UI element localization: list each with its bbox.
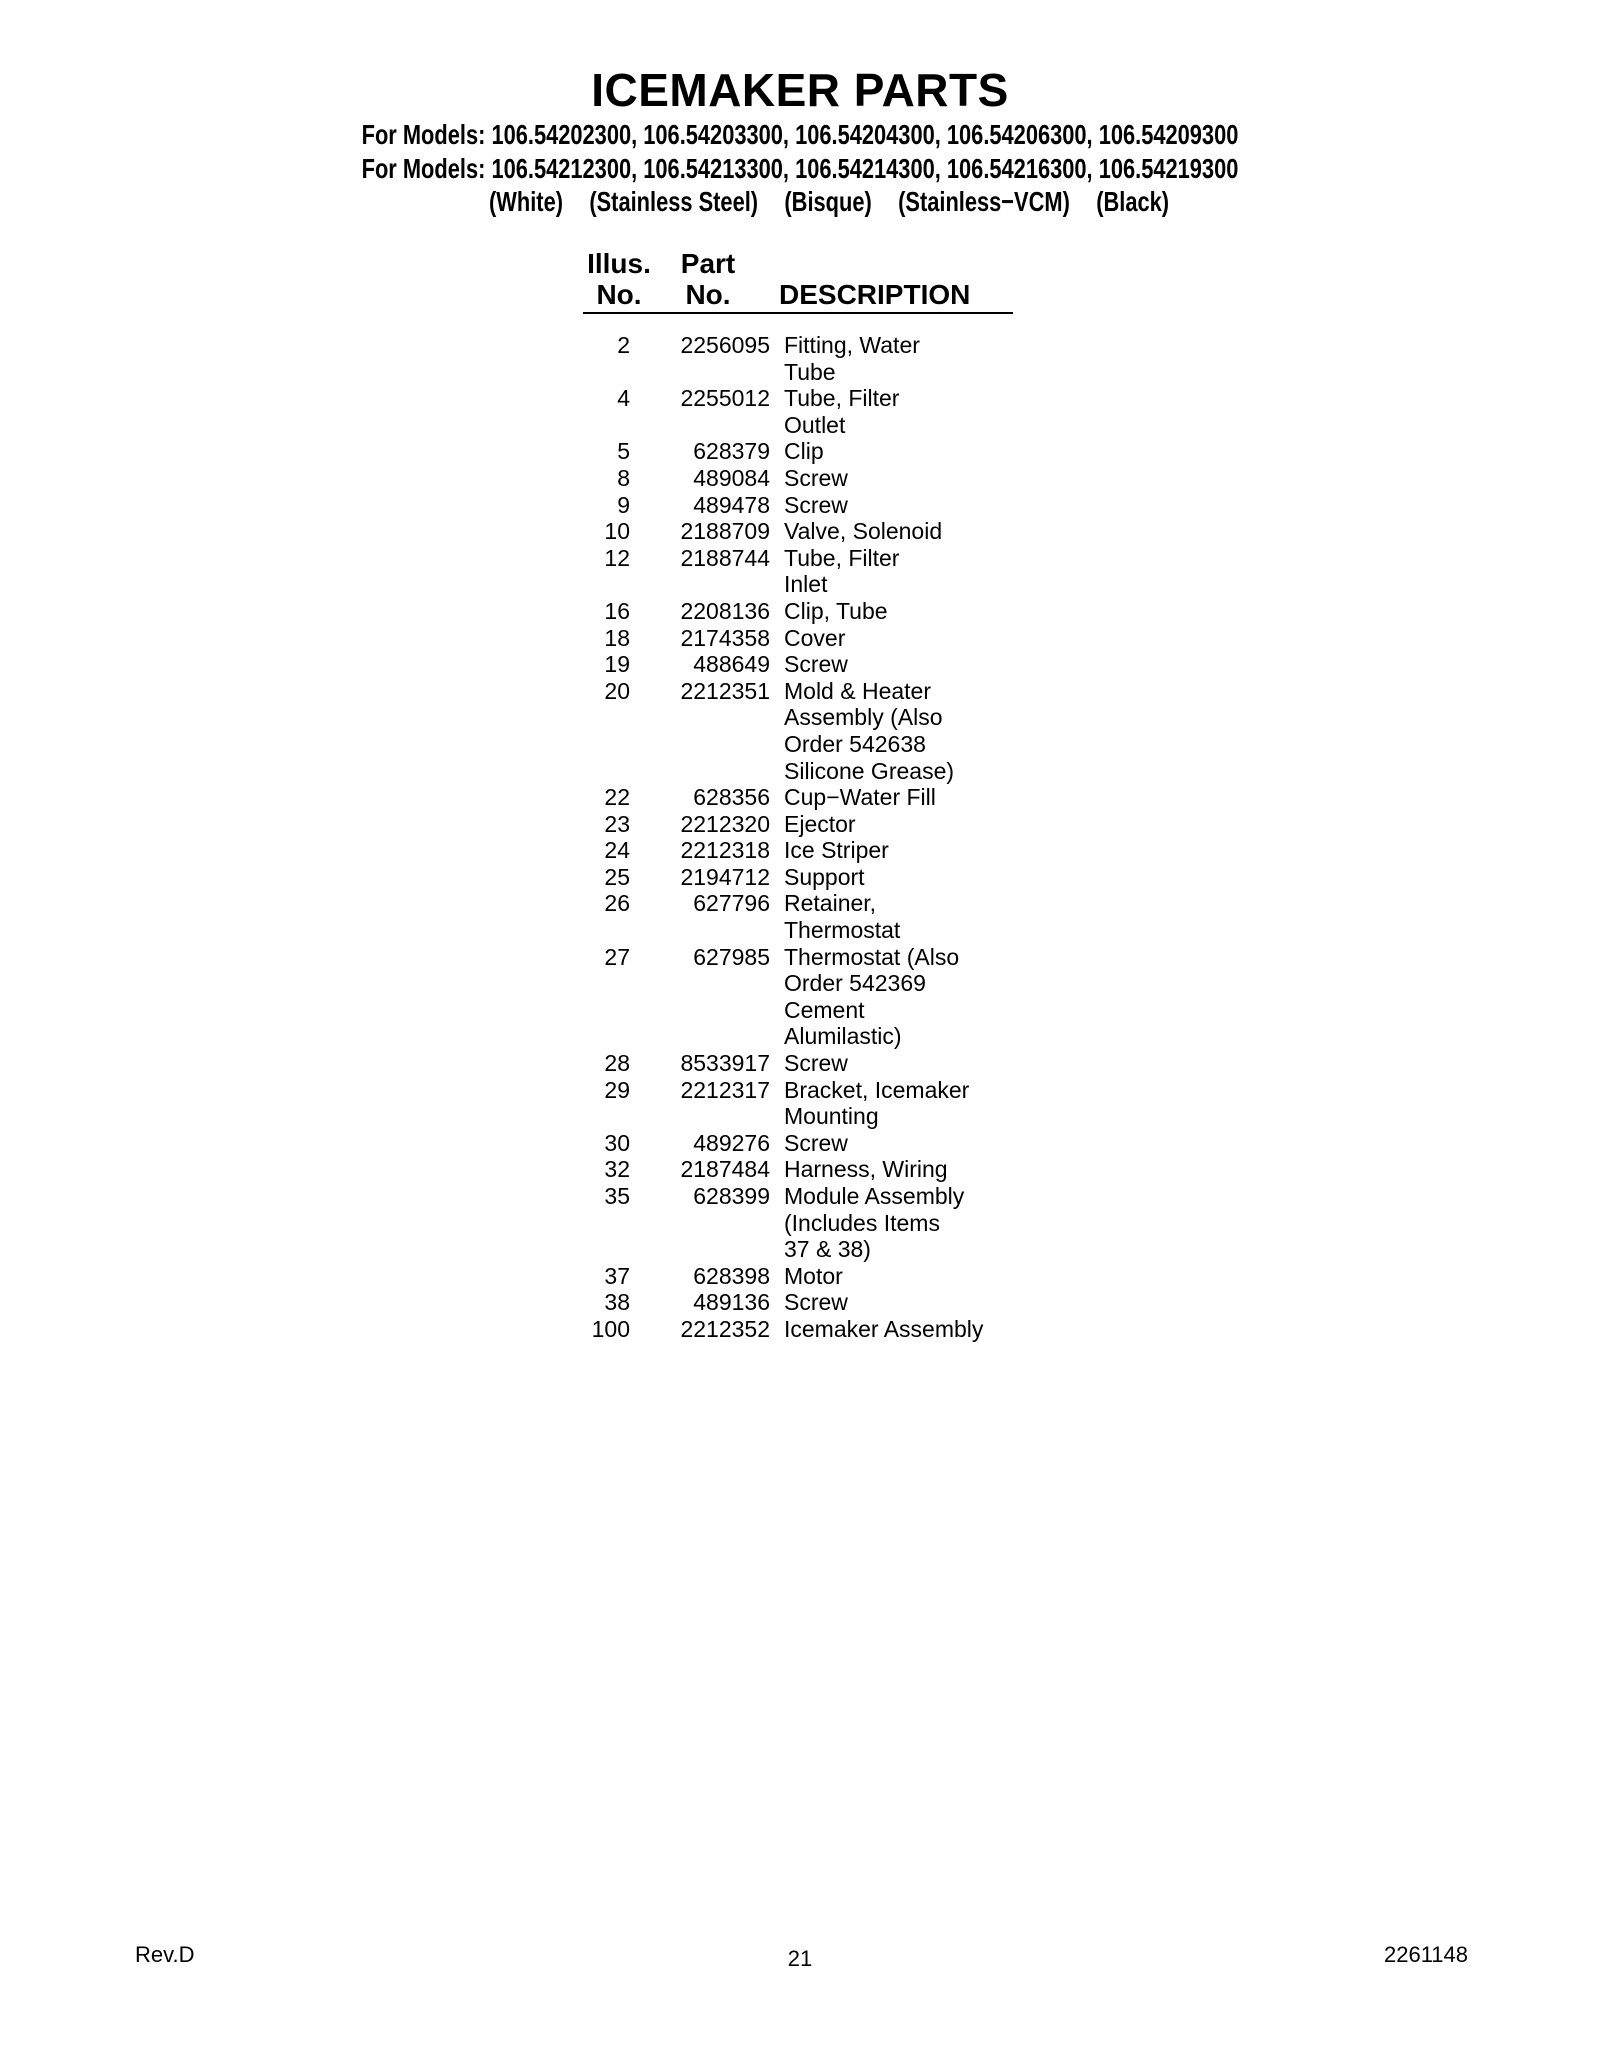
model-list [176, 118, 1424, 186]
table-row [583, 625, 1013, 652]
part-description [770, 438, 1014, 465]
part-number: 2212318 [680, 837, 770, 864]
table-row [583, 1156, 1013, 1183]
description-line: Inlet [784, 571, 828, 598]
illus-number: 22 [604, 784, 630, 811]
table-row [583, 492, 1013, 519]
part-description [770, 837, 1014, 864]
table-row [583, 944, 1013, 1050]
illus-number: 8 [617, 464, 630, 491]
description-line: Mold & Heater [784, 677, 932, 704]
illus-number: 18 [604, 624, 630, 651]
part-description [770, 1050, 1014, 1077]
part-description [770, 1289, 1014, 1316]
part-number: 2174358 [680, 624, 770, 651]
part-number: 2187484 [680, 1156, 770, 1183]
part-number: 2208136 [680, 597, 770, 624]
illus-number: 23 [604, 810, 630, 837]
description-line: Harness, Wiring [784, 1156, 948, 1183]
description-line: Tube, Filter [784, 544, 900, 571]
part-number: 488649 [693, 651, 770, 678]
illus-number: 100 [591, 1315, 630, 1342]
description-line: Ejector [784, 810, 856, 837]
revision-label: Rev.D [135, 1942, 195, 1967]
table-row [583, 598, 1013, 625]
part-header-line-2: No. [685, 279, 731, 310]
description-line: Thermostat (Also [784, 943, 960, 970]
illus-number: 9 [617, 491, 630, 518]
illus-number: 12 [604, 544, 630, 571]
model-line-2: For Models: 106.54212300, 106.54213300, 106.54214300, 106.54216300, 106.54219300 [361, 153, 1239, 184]
illus-header-line-2: No. [596, 279, 642, 310]
table-row [583, 518, 1013, 545]
description-line: 37 & 38) [784, 1236, 871, 1263]
table-row [583, 678, 1013, 784]
description-header: DESCRIPTION [779, 279, 971, 310]
part-number: 2188709 [680, 518, 770, 545]
part-description [770, 1263, 1014, 1290]
table-row [583, 890, 1013, 943]
description-line: Outlet [784, 411, 846, 438]
parts-table-body [583, 332, 1013, 1343]
illus-number: 5 [617, 438, 630, 465]
part-description [770, 678, 1014, 784]
parts-table-header [583, 248, 1013, 314]
table-row [583, 784, 1013, 811]
part-number: 627985 [693, 943, 770, 970]
description-line: Silicone Grease) [784, 757, 955, 784]
description-line: Screw [784, 1289, 848, 1316]
table-row [583, 385, 1013, 438]
illus-number: 16 [604, 597, 630, 624]
table-row [583, 1130, 1013, 1157]
part-number: 628399 [693, 1183, 770, 1209]
part-description [770, 598, 1014, 625]
part-description [770, 1183, 1014, 1263]
illus-number: 19 [604, 651, 630, 678]
description-line: Module Assembly [784, 1183, 965, 1209]
table-row [583, 1316, 1013, 1343]
part-description [770, 1316, 1014, 1343]
part-number: 8533917 [680, 1050, 770, 1077]
illus-number: 38 [604, 1289, 630, 1316]
description-line: Ice Striper [784, 837, 889, 864]
description-line: Mounting [784, 1103, 879, 1130]
illus-number: 10 [604, 518, 630, 545]
description-line: Tube, Filter [784, 385, 900, 412]
description-line: Bracket, Icemaker [784, 1076, 970, 1103]
part-number: 2212352 [680, 1315, 770, 1342]
part-number: 628398 [693, 1262, 770, 1289]
table-row [583, 1183, 1013, 1263]
description-line: Retainer, [784, 890, 877, 917]
description-line: Order 542638 [784, 730, 926, 757]
table-row [583, 864, 1013, 891]
part-number: 489478 [693, 491, 770, 518]
description-line: Alumilastic) [784, 1023, 902, 1050]
part-description [770, 811, 1014, 838]
description-line: Screw [784, 464, 848, 491]
description-line: Support [784, 863, 865, 890]
part-header-line-1: Part [680, 248, 736, 279]
description-line: Fitting, Water [784, 332, 920, 358]
description-line: Assembly (Also [784, 704, 943, 731]
part-description [770, 784, 1014, 811]
description-line: Screw [784, 651, 848, 678]
part-description [770, 651, 1014, 678]
part-number: 628356 [693, 784, 770, 811]
description-line: Cover [784, 624, 846, 651]
color-stainless-vcm: (Stainless−VCM) [898, 186, 1070, 217]
description-line: Cement [784, 996, 865, 1023]
description-line: Clip [784, 438, 824, 465]
part-number: 489276 [693, 1129, 770, 1156]
color-black: (Black) [1096, 186, 1170, 217]
illus-number: 29 [604, 1076, 630, 1103]
part-description [770, 518, 1014, 545]
part-number: 2212351 [680, 677, 770, 704]
illus-number: 24 [604, 837, 630, 864]
illus-number: 2 [617, 332, 630, 358]
part-description [770, 545, 1014, 598]
table-row [583, 811, 1013, 838]
description-line: Motor [784, 1262, 843, 1289]
part-number: 489136 [693, 1289, 770, 1316]
description-line: Icemaker Assembly [784, 1315, 984, 1342]
description-line: Order 542369 [784, 970, 926, 997]
color-white: (White) [489, 186, 563, 217]
part-description [770, 465, 1014, 492]
parts-table [583, 248, 1013, 1343]
illus-number: 26 [604, 890, 630, 917]
part-description [770, 1077, 1014, 1130]
part-number: 489084 [693, 464, 770, 491]
illus-number: 25 [604, 863, 630, 890]
part-description [770, 1130, 1014, 1157]
part-number: 2212320 [680, 810, 770, 837]
illus-number: 4 [617, 385, 630, 412]
table-row [583, 1263, 1013, 1290]
part-number: 627796 [693, 890, 770, 917]
part-number: 2255012 [680, 385, 770, 412]
description-line: (Includes Items [784, 1209, 940, 1236]
page-number: 21 [787, 1946, 813, 1971]
illus-no-header [583, 248, 655, 310]
illus-number: 35 [604, 1183, 630, 1209]
part-description [770, 492, 1014, 519]
part-description [770, 944, 1014, 1050]
illus-header-line-1: Illus. [587, 248, 651, 279]
table-row [583, 545, 1013, 598]
part-description [770, 864, 1014, 891]
description-line: Screw [784, 491, 848, 518]
part-description [770, 625, 1014, 652]
description-line: Valve, Solenoid [784, 518, 943, 545]
color-list [489, 185, 1189, 219]
illus-number: 28 [604, 1050, 630, 1077]
table-row [583, 1077, 1013, 1130]
part-number: 2188744 [680, 544, 770, 571]
table-row [583, 651, 1013, 678]
table-row [583, 465, 1013, 492]
part-description [770, 890, 1014, 943]
description-line: Screw [784, 1129, 848, 1156]
table-row [583, 438, 1013, 465]
illus-number: 32 [604, 1156, 630, 1183]
color-bisque: (Bisque) [784, 186, 872, 217]
description-line: Clip, Tube [784, 597, 888, 624]
part-number: 2194712 [680, 863, 770, 890]
part-description [770, 332, 1014, 385]
illus-number: 37 [604, 1262, 630, 1289]
part-description [770, 385, 1014, 438]
part-number: 628379 [693, 438, 770, 465]
description-line: Cup−Water Fill [784, 784, 936, 811]
illus-number: 20 [604, 677, 630, 704]
part-description [770, 1156, 1014, 1183]
model-line-1: For Models: 106.54202300, 106.54203300, 106.54204300, 106.54206300, 106.54209300 [361, 119, 1239, 150]
table-row [583, 332, 1013, 385]
part-number: 2212317 [680, 1076, 770, 1103]
illus-number: 27 [604, 943, 630, 970]
table-row [583, 1050, 1013, 1077]
table-row [583, 837, 1013, 864]
page-title: ICEMAKER PARTS [591, 64, 1009, 116]
description-line: Thermostat [784, 917, 901, 944]
document-number: 2261148 [1383, 1942, 1468, 1967]
part-no-header [673, 248, 743, 310]
description-line: Screw [784, 1050, 848, 1077]
part-number: 2256095 [680, 332, 770, 358]
description-line: Tube [784, 358, 836, 385]
color-stainless-steel: (Stainless Steel) [589, 186, 759, 217]
illus-number: 30 [604, 1129, 630, 1156]
table-row [583, 1289, 1013, 1316]
